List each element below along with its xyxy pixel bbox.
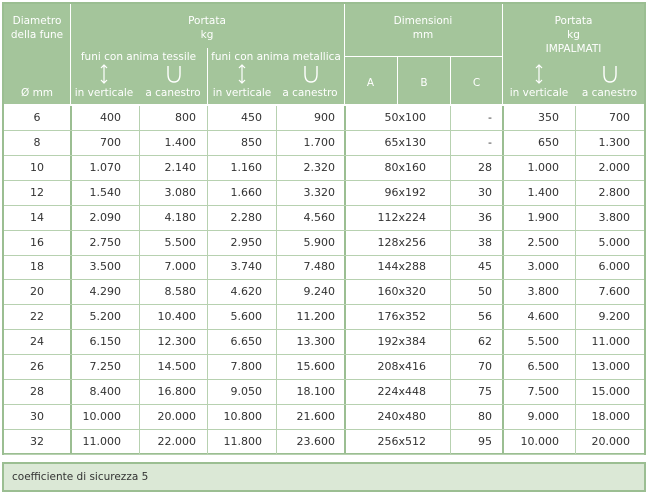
vertical-arrow-icon — [237, 64, 247, 84]
textile-header: funi con anima tessile — [80, 51, 197, 63]
textile-basket-cell: 800 — [175, 111, 196, 124]
dimension-ab-cell: 112x224 — [377, 210, 426, 224]
dimension-c-cell: 56 — [478, 310, 492, 324]
table-row — [4, 355, 644, 380]
dimension-ab-cell: 144x288 — [377, 260, 426, 274]
diameter-cell: 32 — [30, 434, 44, 448]
metal-vertical-cell: 850 — [241, 135, 262, 149]
textile-basket-cell: 16.800 — [157, 384, 196, 398]
impalmati-basket-cell: 15.000 — [591, 384, 630, 398]
textile-basket-cell: 20.000 — [157, 409, 196, 423]
textile-vertical-cell: 1.070 — [89, 160, 121, 174]
textile-vertical-cell: 6.150 — [89, 335, 121, 349]
dimension-c-cell: 70 — [478, 360, 492, 373]
metal-header: funi con anima metallica — [211, 51, 341, 63]
textile-basket-cell: 8.580 — [164, 285, 196, 299]
metal-basket-cell: 9.240 — [303, 285, 335, 299]
vertical-label: in verticale — [212, 87, 272, 99]
dimension-ab-cell: 192x384 — [377, 335, 426, 349]
dimension-c-cell: 80 — [478, 409, 492, 423]
dimension-c-cell: 28 — [478, 160, 492, 174]
diameter-cell: 6 — [33, 111, 41, 124]
textile-basket-cell: 5.500 — [164, 235, 196, 249]
dimension-c-cell: 50 — [478, 285, 492, 299]
metal-basket-cell: 13.300 — [296, 335, 335, 349]
diameter-cell: 30 — [30, 409, 44, 423]
table-row — [4, 181, 644, 206]
dimension-c-cell: 38 — [478, 235, 492, 249]
dimension-c-cell: 75 — [478, 384, 492, 398]
impalmati-basket-cell: 13.000 — [591, 360, 630, 373]
dimension-c-cell: - — [488, 111, 492, 124]
textile-basket-cell: 14.500 — [157, 360, 196, 373]
impalmati-vertical-cell: 1.900 — [527, 210, 559, 224]
footer-note: coefficiente di sicurezza 5 — [12, 471, 149, 483]
metal-vertical-cell: 5.600 — [230, 310, 262, 324]
textile-vertical-cell: 2.090 — [89, 210, 121, 224]
impalmati-basket-cell: 11.000 — [591, 335, 630, 349]
diameter-cell: 20 — [30, 285, 44, 299]
metal-basket-cell: 3.320 — [303, 185, 335, 199]
impalmati-basket-cell: 9.200 — [598, 310, 630, 324]
diameter-cell: 14 — [30, 210, 44, 224]
table-row — [4, 305, 644, 330]
metal-basket-cell: 900 — [314, 111, 335, 124]
diameter-unit: Ø mm — [20, 87, 54, 99]
table-row — [4, 330, 644, 355]
dimension-ab-cell: 224x448 — [377, 384, 426, 398]
dimension-ab-cell: 80x160 — [384, 160, 426, 174]
textile-vertical-cell: 7.250 — [89, 360, 121, 373]
textile-vertical-cell: 4.290 — [89, 285, 121, 299]
textile-vertical-cell: 400 — [100, 111, 121, 124]
dimensioni-header: Dimensioni mm — [393, 15, 453, 41]
impalmati-vertical-cell: 2.500 — [527, 235, 559, 249]
diameter-header: Diametro della fune — [10, 15, 64, 41]
diameter-cell: 10 — [30, 160, 44, 174]
impalmati-basket-cell: 3.800 — [598, 210, 630, 224]
textile-basket-cell: 12.300 — [157, 335, 196, 349]
basket-sling-icon — [302, 64, 320, 84]
table-row — [4, 430, 644, 455]
metal-basket-cell: 1.700 — [303, 135, 335, 149]
col-a-header: A — [366, 77, 375, 89]
metal-basket-cell: 23.600 — [296, 434, 335, 448]
textile-vertical-cell: 1.540 — [89, 185, 121, 199]
impalmati-vertical-cell: 6.500 — [527, 360, 559, 373]
table-row — [4, 405, 644, 430]
diameter-cell: 18 — [30, 260, 44, 274]
impalmati-basket-cell: 20.000 — [591, 434, 630, 448]
impalmati-basket-cell: 700 — [609, 111, 630, 124]
impalmati-vertical-cell: 9.000 — [527, 409, 559, 423]
dimension-ab-cell: 256x512 — [377, 434, 426, 448]
textile-basket-cell: 1.400 — [164, 135, 196, 149]
portata2-header: Portata kg — [554, 15, 593, 41]
impalmati-vertical-cell: 4.600 — [527, 310, 559, 324]
footer — [2, 462, 646, 492]
dimension-c-cell: - — [488, 135, 492, 149]
impalmati-vertical-cell: 1.000 — [527, 160, 559, 174]
table-row — [4, 106, 644, 131]
header-divider — [344, 56, 502, 57]
portata-header: Portata kg — [188, 15, 226, 41]
table-row — [4, 255, 644, 280]
diameter-cell: 24 — [30, 335, 44, 349]
impalmati-vertical-cell: 650 — [538, 135, 559, 149]
dimension-c-cell: 95 — [478, 434, 492, 448]
metal-basket-cell: 21.600 — [296, 409, 335, 423]
table-row — [4, 206, 644, 231]
table-row — [4, 156, 644, 181]
vertical-arrow-icon — [534, 64, 544, 84]
metal-vertical-cell: 4.620 — [230, 285, 262, 299]
dimension-ab-cell: 50x100 — [384, 111, 426, 124]
diameter-cell: 8 — [33, 135, 41, 149]
table-row — [4, 231, 644, 256]
textile-vertical-cell: 2.750 — [89, 235, 121, 249]
textile-basket-cell: 2.140 — [164, 160, 196, 174]
diameter-cell: 28 — [30, 384, 44, 398]
dimension-c-cell: 36 — [478, 210, 492, 224]
diameter-cell: 12 — [30, 185, 44, 199]
metal-vertical-cell: 450 — [241, 111, 262, 124]
metal-vertical-cell: 1.660 — [230, 185, 262, 199]
textile-vertical-cell: 5.200 — [89, 310, 121, 324]
metal-vertical-cell: 11.800 — [223, 434, 262, 448]
basket-sling-icon — [165, 64, 183, 84]
dimension-c-cell: 30 — [478, 185, 492, 199]
metal-basket-cell: 2.320 — [303, 160, 335, 174]
basket-label: a canestro — [145, 87, 201, 99]
textile-basket-cell: 7.000 — [164, 260, 196, 274]
impalmati-vertical-cell: 1.400 — [527, 185, 559, 199]
impalmati-basket-cell: 2.800 — [598, 185, 630, 199]
textile-vertical-cell: 10.000 — [82, 409, 121, 423]
table-row — [4, 131, 644, 156]
impalmati-basket-cell: 5.000 — [598, 235, 630, 249]
dimension-ab-cell: 176x352 — [377, 310, 426, 324]
metal-vertical-cell: 7.800 — [230, 360, 262, 373]
metal-basket-cell: 15.600 — [296, 360, 335, 373]
dimension-ab-cell: 160x320 — [377, 285, 426, 299]
diameter-cell: 16 — [30, 235, 44, 249]
dimension-c-cell: 62 — [478, 335, 492, 349]
basket-label: a canestro — [282, 87, 338, 99]
metal-vertical-cell: 10.800 — [223, 409, 262, 423]
vertical-arrow-icon — [99, 64, 109, 84]
impalmati-header: IMPALMATI — [545, 43, 602, 55]
textile-vertical-cell: 8.400 — [89, 384, 121, 398]
table-header — [4, 4, 644, 104]
metal-vertical-cell: 1.160 — [230, 160, 262, 174]
impalmati-vertical-cell: 5.500 — [527, 335, 559, 349]
dimension-ab-cell: 208x416 — [377, 360, 426, 373]
dimension-ab-cell: 96x192 — [384, 185, 426, 199]
textile-vertical-cell: 11.000 — [82, 434, 121, 448]
basket-sling-icon — [601, 64, 619, 84]
impalmati-vertical-cell: 350 — [538, 111, 559, 124]
vertical-label: in verticale — [509, 87, 569, 99]
textile-vertical-cell: 700 — [100, 135, 121, 149]
impalmati-vertical-cell: 3.800 — [527, 285, 559, 299]
col-b-header: B — [420, 77, 428, 89]
basket-label: a canestro — [581, 87, 638, 99]
impalmati-basket-cell: 7.600 — [598, 285, 630, 299]
table-row — [4, 380, 644, 405]
impalmati-vertical-cell: 3.000 — [527, 260, 559, 274]
metal-vertical-cell: 2.280 — [230, 210, 262, 224]
dimension-c-cell: 45 — [478, 260, 492, 274]
dimension-ab-cell: 240x480 — [377, 409, 426, 423]
metal-basket-cell: 7.480 — [303, 260, 335, 274]
diameter-cell: 26 — [30, 360, 44, 373]
metal-basket-cell: 4.560 — [303, 210, 335, 224]
impalmati-vertical-cell: 10.000 — [520, 434, 559, 448]
impalmati-basket-cell: 18.000 — [591, 409, 630, 423]
metal-vertical-cell: 2.950 — [230, 235, 262, 249]
metal-basket-cell: 5.900 — [303, 235, 335, 249]
textile-vertical-cell: 3.500 — [89, 260, 121, 274]
metal-vertical-cell: 9.050 — [230, 384, 262, 398]
metal-basket-cell: 18.100 — [296, 384, 335, 398]
col-c-header: C — [472, 77, 481, 89]
metal-vertical-cell: 3.740 — [230, 260, 262, 274]
dimension-ab-cell: 128x256 — [377, 235, 426, 249]
textile-basket-cell: 4.180 — [164, 210, 196, 224]
textile-basket-cell: 3.080 — [164, 185, 196, 199]
vertical-label: in verticale — [74, 87, 134, 99]
textile-basket-cell: 22.000 — [157, 434, 196, 448]
table-row — [4, 280, 644, 305]
impalmati-vertical-cell: 7.500 — [527, 384, 559, 398]
metal-basket-cell: 11.200 — [296, 310, 335, 324]
metal-vertical-cell: 6.650 — [230, 335, 262, 349]
diameter-cell: 22 — [30, 310, 44, 324]
impalmati-basket-cell: 2.000 — [598, 160, 630, 174]
textile-basket-cell: 10.400 — [157, 310, 196, 324]
impalmati-basket-cell: 6.000 — [598, 260, 630, 274]
impalmati-basket-cell: 1.300 — [598, 135, 630, 149]
dimension-ab-cell: 65x130 — [384, 135, 426, 149]
